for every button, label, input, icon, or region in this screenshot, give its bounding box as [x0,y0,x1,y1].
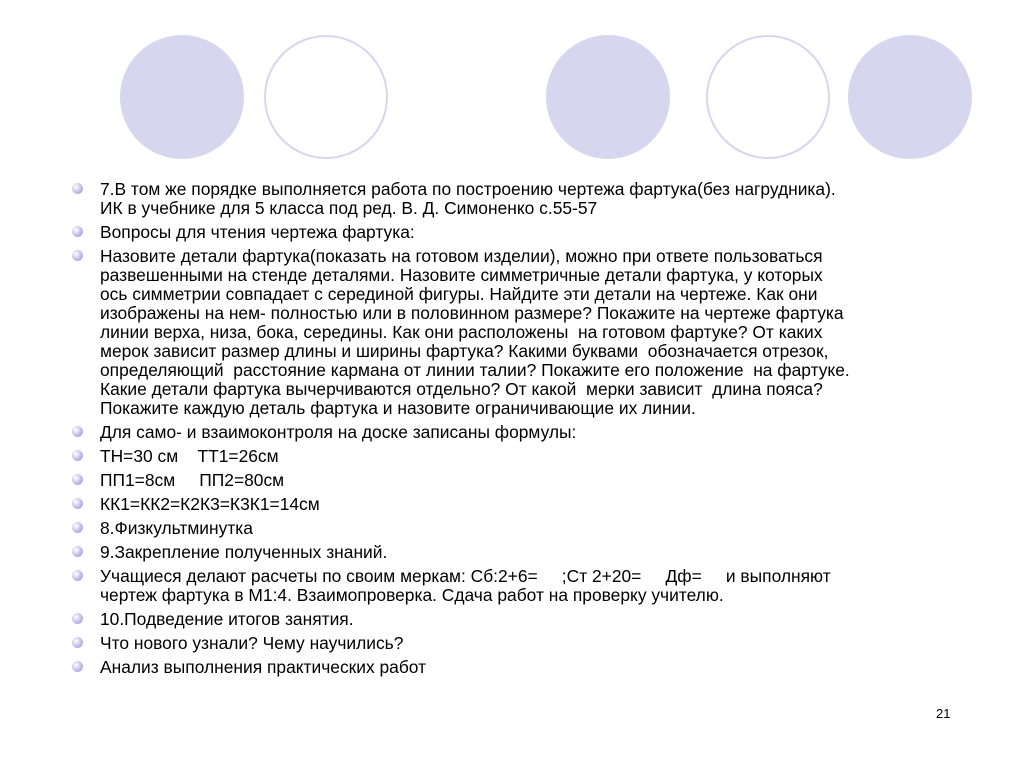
bullet-line: линии верха, низа, бока, середины. Как они расположены на готовом фартуке? От каких [100,322,823,342]
bullet-line: Учащиеся делают расчеты по своим меркам: Сб:2+6= ;Ст 2+20= Дф= и выполняют [100,566,831,586]
bullet-dot-icon [72,546,83,557]
bullet-text [100,567,972,605]
bullet-text [100,519,972,538]
bullet-line: определяющий расстояние кармана от линии талии? Покажите его положение на фартуке. [100,360,850,380]
decorative-circle-filled-3 [848,35,972,159]
bullet-line: ИК в учебнике для 5 класса под ред. В. Д. Симоненко с.55-57 [100,198,598,218]
bullet-item [72,634,972,653]
bullet-text [100,180,972,218]
bullet-dot-icon [72,613,83,624]
bullet-dot-icon [72,183,83,194]
bullet-dot-icon [72,522,83,533]
bullet-item [72,247,972,418]
bullet-item [72,180,972,218]
bullet-line: ось симметрии совпадает с серединой фигуры. Найдите эти детали на чертеже. Как они [100,284,818,304]
bullet-line: 8.Физкультминутка [100,518,253,538]
bullet-line: ТН=30 см ТТ1=26см [100,446,279,466]
bullet-item [72,610,972,629]
bullet-text [100,634,972,653]
bullet-line: Что нового узнали? Чему научились? [100,633,404,653]
bullet-item [72,543,972,562]
bullet-text [100,610,972,629]
bullet-line: Для само- и взаимоконтроля на доске записаны формулы: [100,422,577,442]
bullet-line: Назовите детали фартука(показать на готовом изделии), можно при ответе пользоваться [100,246,823,266]
bullet-line: ПП1=8см ПП2=80см [100,470,285,490]
bullet-line: 9.Закрепление полученных знаний. [100,542,388,562]
bullet-dot-icon [72,637,83,648]
decorative-circle-filled-1 [120,35,244,159]
bullet-line: изображены на нем- полностью или в половинном размере? Покажите на чертеже фартука [100,303,844,323]
bullet-item [72,658,972,677]
bullet-dot-icon [72,226,83,237]
bullet-item [72,567,972,605]
bullet-item [72,223,972,242]
bullet-item [72,471,972,490]
bullet-dot-icon [72,498,83,509]
bullet-item [72,519,972,538]
bullet-list [72,180,972,682]
bullet-text [100,447,972,466]
bullet-text [100,658,972,677]
decorative-circle-outline-2 [706,35,830,159]
bullet-line: Анализ выполнения практических работ [100,657,427,677]
bullet-item [72,447,972,466]
bullet-line: Вопросы для чтения чертежа фартука: [100,222,415,242]
bullet-line: Покажите каждую деталь фартука и назовите ограничивающие их линии. [100,398,696,418]
bullet-line: 7.В том же порядке выполняется работа по построению чертежа фартука(без нагрудника). [100,179,836,199]
bullet-dot-icon [72,570,83,581]
bullet-dot-icon [72,661,83,672]
bullet-text [100,423,972,442]
bullet-text [100,247,972,418]
bullet-line: 10.Подведение итогов занятия. [100,609,354,629]
bullet-item [72,423,972,442]
bullet-dot-icon [72,450,83,461]
bullet-text [100,495,972,514]
bullet-line: чертеж фартука в М1:4. Взаимопроверка. Сдача работ на проверку учителю. [100,585,724,605]
bullet-line: мерок зависит размер длины и ширины фартука? Какими буквами обозначается отрезок, [100,341,829,361]
bullet-line: КК1=КК2=К2К3=К3К1=14см [100,494,320,514]
bullet-line: Какие детали фартука вычерчиваются отдельно? От какой мерки зависит длина пояса? [100,379,823,399]
bullet-text [100,471,972,490]
decorative-circle-filled-2 [546,35,670,159]
page-number: 21 [936,706,951,721]
bullet-dot-icon [72,474,83,485]
bullet-item [72,495,972,514]
bullet-text [100,223,972,242]
bullet-dot-icon [72,426,83,437]
bullet-text [100,543,972,562]
bullet-line: развешенными на стенде деталями. Назовите симметричные детали фартука, у которых [100,265,823,285]
decorative-circle-outline-1 [264,35,388,159]
bullet-dot-icon [72,250,83,261]
